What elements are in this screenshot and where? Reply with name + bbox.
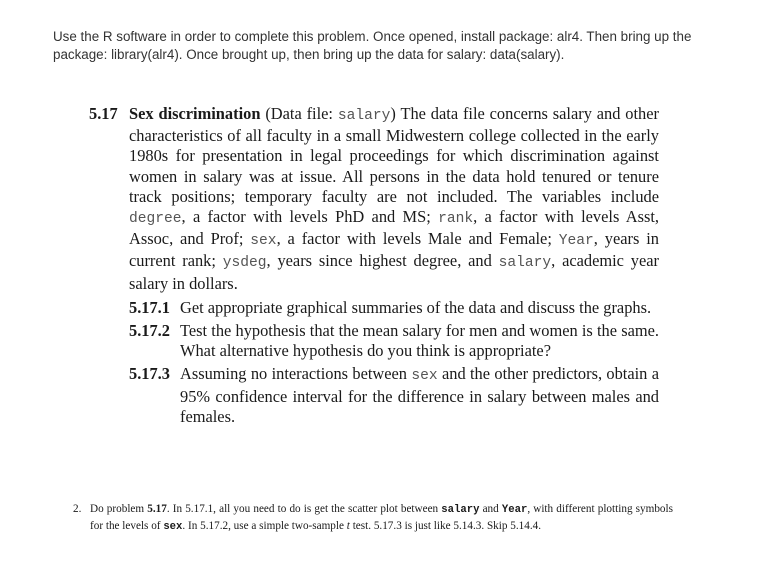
problem-text-5: , years in current rank; (129, 229, 660, 271)
instructions-text: Use the R software in order to complete this problem. Once opened, install package: alr4. Then bring up the package: library(alr4). Once brought up, then bring up the data for salary: data(salary). (53, 29, 692, 62)
var-year: Year (558, 233, 594, 250)
problem-5-17 (89, 104, 659, 427)
problem-text-1: The data file concerns salary and other characteristics of all faculty in a small Midwestern college collected in the early 1980s for presentation in legal proceedings for which discrimination against women in salary was at issue. All persons in the data hold tenured or tenure track positions; temporary faculty are not included. The variables include (129, 104, 659, 206)
task-text-e: . In 5.17.2, use a simple two-sample (182, 519, 347, 532)
subproblem-number: 5.17.1 (129, 297, 170, 317)
task-number: 2. (73, 503, 82, 515)
problem-text-7: , academic year salary in dollars. (129, 251, 659, 293)
var-degree: degree (129, 211, 182, 228)
problem-text-2: , a factor with levels PhD and MS; (181, 207, 439, 227)
datafile-name: salary (337, 108, 391, 124)
problem-text-3: , a factor with levels Asst, Assoc, and Prof; (129, 207, 659, 249)
task-ref: 5.17 (147, 503, 167, 515)
task-text-d: , with different plotting symbols for the levels of (90, 503, 673, 532)
task-var-salary: salary (441, 504, 480, 516)
subproblem-text-a: Assuming no interactions between (180, 364, 412, 384)
var-salary: salary (498, 255, 552, 272)
task-text-c: and (479, 503, 502, 515)
subproblem-5-17-1 (89, 298, 659, 318)
problem-text-4: , a factor with levels Male and Female; (276, 229, 559, 249)
task-text-a: Do problem (90, 503, 148, 515)
task-t-symbol: t (346, 519, 350, 532)
task-text-f: test. 5.17.3 is just like 5.14.3. Skip 5.14.4. (349, 519, 542, 532)
var-sex: sex (411, 368, 438, 385)
subproblem-5-17-2 (89, 321, 659, 361)
problem-statement (89, 104, 659, 294)
problem-text-6: , years since highest degree, and (266, 251, 499, 271)
datafile-close: ) (390, 104, 396, 123)
assignment-task (73, 502, 673, 535)
var-sex: sex (250, 233, 277, 250)
subproblem-text: Test the hypothesis that the mean salary for men and women is the same. What alternative hypothesis do you think is appropriate? (180, 321, 659, 361)
subproblem-number: 5.17.2 (129, 321, 170, 341)
subproblem-text: Get appropriate graphical summaries of the data and discuss the graphs. (180, 297, 652, 317)
subproblem-text-b: and the other predictors, obtain a 95% confidence interval for the difference in salary between males and females. (180, 364, 659, 426)
task-var-year: Year (501, 504, 528, 516)
datafile-label: (Data file: (265, 104, 338, 123)
problem-number: 5.17 (89, 104, 118, 123)
var-rank: rank (438, 211, 474, 228)
subproblem-number: 5.17.3 (129, 364, 170, 384)
var-ysdeg: ysdeg (222, 255, 267, 272)
task-text-b: . In 5.17.1, all you need to do is get the scatter plot between (166, 503, 442, 515)
problem-title: Sex discrimination (129, 104, 261, 123)
task-var-sex: sex (163, 520, 183, 533)
subproblem-5-17-3 (89, 364, 659, 427)
